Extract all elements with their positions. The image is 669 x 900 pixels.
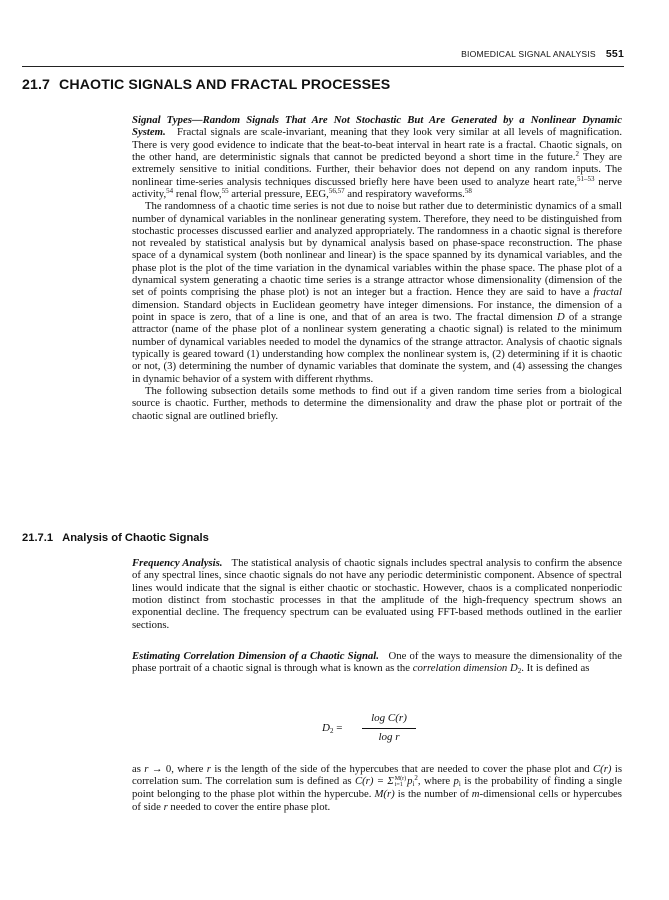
subsection-number: 21.7.1 bbox=[22, 532, 54, 544]
symbol-r: r bbox=[206, 763, 211, 775]
text-run: They are extremely sensitive to initial conditions. Further, their behavior does not depend on any random inputs. The nonlinear time-series analysis techniques discussed briefly here have been used to analyze heart rate, bbox=[132, 150, 622, 188]
post-equation-block bbox=[132, 763, 622, 813]
text-run: is the probability of finding a single point belonging to the phase plot within the hypercube. bbox=[132, 775, 623, 801]
correlation-paragraph bbox=[132, 650, 622, 675]
text-run: arterial pressure, EEG, bbox=[228, 187, 329, 200]
text-run: renal flow, bbox=[173, 187, 222, 200]
subscript: i bbox=[412, 780, 415, 789]
sum-upper-limit: M(r) bbox=[394, 776, 407, 783]
symbol-D: D bbox=[509, 662, 518, 675]
symbol-p: p bbox=[407, 775, 413, 788]
text-run: -dimensional cells or hypercubes of side bbox=[132, 788, 622, 813]
fraction-bar bbox=[362, 728, 416, 729]
subscript: i bbox=[458, 780, 461, 789]
section-heading bbox=[22, 77, 390, 93]
symbol-D: D bbox=[556, 311, 565, 323]
term-correlation-dimension: correlation dimension bbox=[412, 662, 508, 675]
equals-sign: = bbox=[336, 722, 343, 734]
subscript: 2 bbox=[329, 727, 334, 735]
text-run: , where bbox=[417, 775, 454, 788]
text-run: → 0, where bbox=[148, 763, 207, 775]
header-rule bbox=[22, 66, 624, 67]
intro-block bbox=[132, 114, 622, 422]
text-run: is the length of the side of the hypercubes that are needed to cover the phase plot and bbox=[210, 763, 594, 775]
equation-fraction bbox=[362, 712, 416, 743]
sum-lower-limit: i=1 bbox=[394, 782, 403, 789]
symbol-m: m bbox=[471, 788, 480, 801]
subsection-heading bbox=[22, 532, 209, 544]
text-run: is the number of bbox=[394, 788, 472, 801]
text-run: is correlation sum. The correlation sum is defined as bbox=[132, 763, 622, 788]
section-number: 21.7 bbox=[22, 77, 51, 93]
text-run: as bbox=[132, 763, 145, 775]
symbol-r: r bbox=[163, 800, 168, 813]
citation: 54 bbox=[166, 186, 174, 195]
correlation-dimension-block bbox=[132, 650, 622, 675]
section-title: CHAOTIC SIGNALS AND FRACTAL PROCESSES bbox=[59, 77, 391, 93]
paragraph-lead: Estimating Correlation Dimension of a Chaotic Signal. bbox=[132, 650, 379, 662]
citation: 2 bbox=[575, 149, 579, 158]
frequency-paragraph bbox=[132, 557, 622, 631]
text-run: The randomness of a chaotic time series is not due to noise but rather due to deterministic dynamics of a small number of dynamical variables in the nonlinear generating system. Therefore, they need to be distinguished from stochastic processes discussed earlier and analyzed appropriately. The randomness in a chaotic signal is therefore not revealed by statistical analysis but by dynamical analysis based on phase-space reconstruction. The phase space of a dynamical system (both nonlinear and linear) is the space spanned by its dynamical variables, and the phase plot is the plot of the time variation in the dynamical variables within the phase space. The phase plot of a dynamical system generating a chaotic time series is a strange attractor whose dimensionality (dimension of the set of points comprising the phase plot) is not an integer but a fraction. Hence they are said to have a bbox=[132, 200, 622, 299]
post-equation-paragraph bbox=[132, 763, 622, 813]
intro-paragraph-3: The following subsection details some methods to find out if a given random time series from a biological source is chaotic. Further, methods to determine the dimensionality and draw the phase plot or portrait of the chaotic signal are outlined briefly. bbox=[132, 384, 622, 422]
symbol-p: p bbox=[453, 775, 459, 788]
text-run: and respiratory waveforms. bbox=[344, 187, 465, 200]
text-run: One of the ways to measure the dimensionality of the phase portrait of a chaotic signal is through what is known as the bbox=[132, 650, 622, 675]
citation: 51–53 bbox=[577, 174, 595, 183]
text-run: nerve activity, bbox=[132, 175, 623, 200]
text-run: The statistical analysis of chaotic signals includes spectral analysis to confirm the absence of any spectral lines, since chaotic signals do not have any periodic deterministic component. Absence of spectral lines would indicate that the signal is either chaotic or stochastic. However, chaos is a complicated nonperiodic motion distinct from stochastic processes in that the amplitude of the high-frequency spectrum shows an exponential decline. The frequency spectrum can be evaluated using FFT-based methods outlined in the earlier sections. bbox=[132, 557, 622, 631]
frequency-analysis-block bbox=[132, 557, 622, 631]
subsection-title: Analysis of Chaotic Signals bbox=[62, 532, 209, 544]
text-run: of a strange attractor (name of the phase plot of a nonlinear system generating a chaotic signal) is related to the minimum number of dynamical variables needed to model the dynamics of the strange attractor. Analysis of chaotic signals typically is geared toward (1) understanding how complex the nonlinear system is, (2) determining if it is chaotic or not, (3) determining the number of dynamic variables that dominate the system, and (4) assessing the changes in dynamic behavior of a system with different rhythms. bbox=[132, 311, 622, 385]
running-head bbox=[461, 48, 624, 60]
text-run: needed to cover the entire phase plot. bbox=[167, 800, 331, 813]
running-title: BIOMEDICAL SIGNAL ANALYSIS bbox=[461, 49, 596, 59]
equation-lhs bbox=[322, 722, 342, 734]
sum-limits bbox=[395, 776, 406, 788]
equation-denominator: log r bbox=[378, 731, 400, 743]
text-run: dimension. Standard objects in Euclidean geometry have integer dimensions. For instance, the dimension of a point in space is zero, that of a line is one, and that of an area is two. The fractal dimension bbox=[132, 298, 622, 323]
emphasis-fractal: fractal bbox=[593, 286, 622, 299]
citation: 55 bbox=[221, 186, 229, 195]
symbol-M-r: M(r) bbox=[374, 788, 395, 801]
symbol-C-r: C(r) bbox=[593, 763, 612, 775]
text-run: . It is defined as bbox=[521, 662, 590, 675]
citation: 56,57 bbox=[328, 186, 345, 195]
paragraph-lead: Frequency Analysis. bbox=[132, 557, 223, 569]
sum-formula: C(r) = Σ bbox=[354, 775, 394, 788]
symbol-r: r bbox=[144, 763, 149, 775]
symbol-D: D bbox=[322, 722, 330, 734]
superscript: 2 bbox=[414, 774, 418, 783]
intro-paragraph-2 bbox=[132, 200, 622, 385]
intro-paragraph-1 bbox=[132, 114, 622, 200]
citation: 58 bbox=[464, 186, 472, 195]
paragraph-lead: Signal Types—Random Signals That Are Not Stochastic But Are Generated by a Nonlinear Dynamic System. bbox=[132, 114, 622, 139]
equation-numerator: log C(r) bbox=[371, 712, 407, 724]
text-run: Fractal signals are scale-invariant, meaning that they look very similar at all levels of magnification. There is very good evidence to indicate that the beat-to-beat interval in heart rate is a fractal. Chaotic signals, on the other hand, are deterministic signals that cannot be predicted beyond a short time in the future. bbox=[132, 126, 623, 163]
subscript: 2 bbox=[517, 667, 522, 676]
page-number: 551 bbox=[605, 48, 624, 60]
